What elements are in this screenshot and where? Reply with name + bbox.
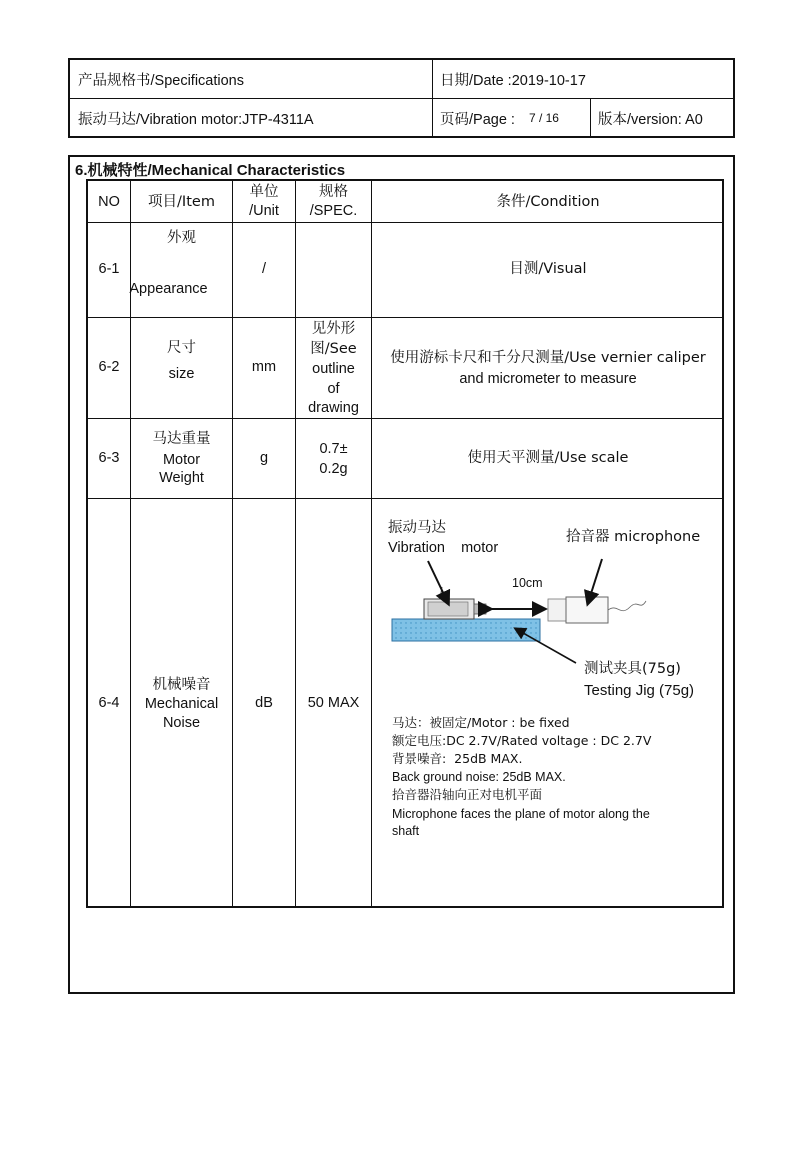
microphone-icon (548, 597, 646, 623)
diagram-motor-label-cn: 振动马达 (388, 520, 446, 536)
column-divider (232, 181, 233, 906)
date-field: 日期/Date :2019-10-17 (440, 72, 586, 89)
condition-text: 使用天平测量/Use scale (467, 450, 629, 466)
diagram-jig-label-cn: 测试夹具(75g) (584, 661, 681, 677)
page-field (432, 98, 590, 138)
note-line: 背景噪音: 25dB MAX. (392, 751, 523, 766)
note-line: 拾音器沿轴向正对电机平面 (392, 787, 543, 802)
spec-value: 0.7± (319, 441, 348, 457)
col-header-unit-en: /Unit (249, 203, 279, 219)
page-label: 页码/Page : (440, 111, 515, 128)
col-header-no: NO (98, 194, 120, 210)
row-divider (88, 498, 722, 499)
row-no: 6-3 (98, 450, 120, 466)
row-divider (88, 317, 722, 318)
diagram-jig-label-en: Testing Jig (75g) (584, 682, 695, 699)
item-name-cn: 马达重量 (152, 431, 211, 447)
spec-value: 50 MAX (307, 695, 360, 711)
diagram-distance-label: 10cm (512, 576, 543, 590)
spec-line: 图/See (310, 341, 357, 357)
motor-icon (424, 587, 486, 619)
unit-value: mm (251, 359, 277, 375)
col-header-spec-en: /SPEC. (309, 203, 358, 219)
row-divider (88, 222, 722, 223)
item-name-cn: 机械噪音 (152, 677, 211, 693)
col-header-item: 项目/Item (148, 194, 215, 210)
spec-line: of (327, 381, 340, 397)
condition-text: 目测/Visual (509, 261, 587, 277)
page-number: 7 / 16 (528, 111, 559, 125)
unit-value: g (259, 450, 269, 466)
note-line: 额定电压:DC 2.7V/Rated voltage : DC 2.7V (392, 733, 652, 748)
motor-pointer-arrow (428, 561, 448, 603)
unit-value: / (261, 261, 267, 277)
spec-line: 见外形 (311, 321, 356, 337)
mic-pointer-arrow (588, 559, 602, 603)
row-divider (88, 418, 722, 419)
item-name-cn: 外观 (167, 230, 196, 246)
jig-pointer-arrow (516, 629, 576, 663)
col-header-unit-cn: 单位 (249, 184, 279, 200)
note-line: 马达：被固定/Motor : be fixed (392, 715, 570, 730)
item-name-cn: 尺寸 (167, 340, 196, 356)
item-name-en: Motor (162, 452, 201, 468)
item-name-en: Mechanical (144, 696, 219, 712)
note-line: shaft (392, 824, 420, 838)
item-name-en: Appearance (129, 281, 208, 297)
row-no: 6-2 (98, 359, 120, 375)
noise-test-diagram (384, 551, 724, 671)
unit-value: dB (255, 695, 273, 711)
condition-text: and micrometer to measure (459, 371, 637, 387)
item-name-en: Noise (162, 715, 201, 731)
document-header (68, 58, 735, 138)
note-line: Microphone faces the plane of motor along the (392, 807, 650, 821)
section-title: 6.机械特性/Mechanical Characteristics (75, 162, 346, 179)
product-name: 振动马达/Vibration motor:JTP-4311A (78, 111, 314, 128)
col-header-spec-cn: 规格 (319, 184, 348, 200)
item-name-en: size (168, 366, 195, 382)
spec-table (86, 179, 724, 908)
col-header-condition: 条件/Condition (496, 194, 600, 210)
spec-line: drawing (308, 400, 359, 416)
note-line: Back ground noise: 25dB MAX. (392, 770, 566, 784)
row-no: 6-4 (98, 695, 120, 711)
spec-line: outline (312, 361, 355, 377)
diagram-mic-label: 拾音器 microphone (566, 529, 701, 545)
spec-value: 0.2g (319, 461, 348, 477)
item-name-en: Weight (159, 470, 204, 486)
row-no: 6-1 (98, 261, 120, 277)
diagram-motor-label-en: Vibration motor (388, 540, 499, 556)
column-divider (371, 181, 372, 906)
column-divider (295, 181, 296, 906)
condition-text: 使用游标卡尺和千分尺测量/Use vernier caliper (390, 350, 706, 366)
spec-title: 产品规格书/Specifications (78, 72, 244, 89)
version-field: 版本/version: A0 (598, 111, 703, 128)
